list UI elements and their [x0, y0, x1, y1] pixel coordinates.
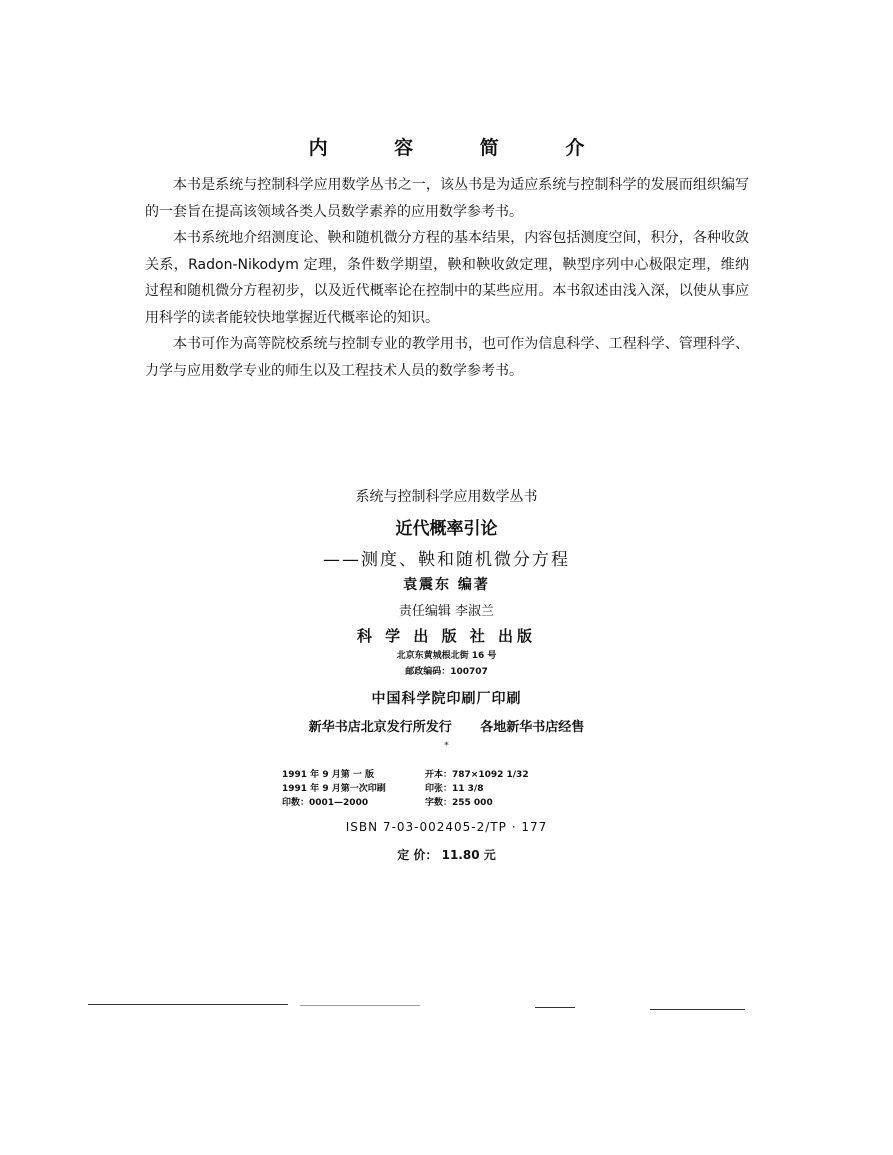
intro-paragraph: 本书是系统与控制科学应用数学丛书之一，该丛书是为适应系统与控制科学的发展而组织编写的一套旨在提高该领域各类人员数学素养的应用数学参考书。 — [145, 177, 749, 220]
separator-star: * — [444, 741, 449, 751]
isbn: ISBN 7-03-002405-2/TP · 177 — [345, 820, 548, 834]
intro-paragraph: 本书系统地介绍测度论、鞅和随机微分方程的基本结果，内容包括测度空间，积分，各种收敛关系，Radon-Nikodym 定理，条件数学期望，鞅和鞅收敛定理，鞅型序列中心极限定理，维纳过程和随机微分方程初步，以及近代概率论在控制中的某些应用。本书叙述由浅入深，以使从事应用科学的读者能较快地掌握近代概率论的知识。 — [145, 230, 749, 326]
postal-code: 邮政编码：100707 — [405, 667, 488, 677]
distribution-line — [0, 716, 893, 735]
book-subtitle: ——测度、鞅和随机微分方程 — [323, 550, 570, 570]
price: 定 价： 11.80 元 — [397, 848, 496, 862]
scan-artifact-line — [650, 1009, 745, 1010]
spec-left: 1991 年 9 月第一次印刷 — [282, 784, 386, 794]
spec-right: 字数：255 000 — [425, 798, 493, 808]
scan-artifact-line — [535, 1007, 575, 1008]
spec-left: 1991 年 9 月第 一 版 — [282, 770, 374, 780]
series-name: 系统与控制科学应用数学丛书 — [355, 489, 538, 505]
intro-heading: 内 容 简 介 — [308, 137, 615, 159]
intro-text — [145, 172, 749, 384]
publisher-address: 北京东黄城根北街 16 号 — [396, 651, 497, 661]
spec-row — [282, 782, 622, 796]
distributor: 新华书店北京发行所发行 — [308, 720, 452, 735]
spec-row — [282, 768, 622, 782]
publisher: 科 学 出 版 社 出版 — [356, 627, 537, 645]
intro-paragraph: 本书可作为高等院校系统与控制专业的教学用书，也可作为信息科学、工程科学、管理科学、力学与应用数学专业的师生以及工程技术人员的数学参考书。 — [145, 336, 749, 379]
spec-right: 印张：11 3/8 — [425, 784, 484, 794]
seller: 各地新华书店经售 — [480, 720, 585, 735]
responsible-editor: 责任编辑 李淑兰 — [398, 604, 495, 619]
spec-row — [282, 796, 622, 810]
scan-artifact-line — [300, 1005, 420, 1006]
printing-specs — [282, 768, 622, 810]
printer: 中国科学院印刷厂印刷 — [371, 691, 522, 707]
spec-left: 印数：0001—2000 — [282, 798, 369, 808]
author: 袁震东 编著 — [403, 577, 490, 593]
scan-artifact-line — [88, 1004, 288, 1005]
spec-right: 开本：787×1092 1/32 — [425, 770, 529, 780]
book-title: 近代概率引论 — [395, 519, 498, 539]
